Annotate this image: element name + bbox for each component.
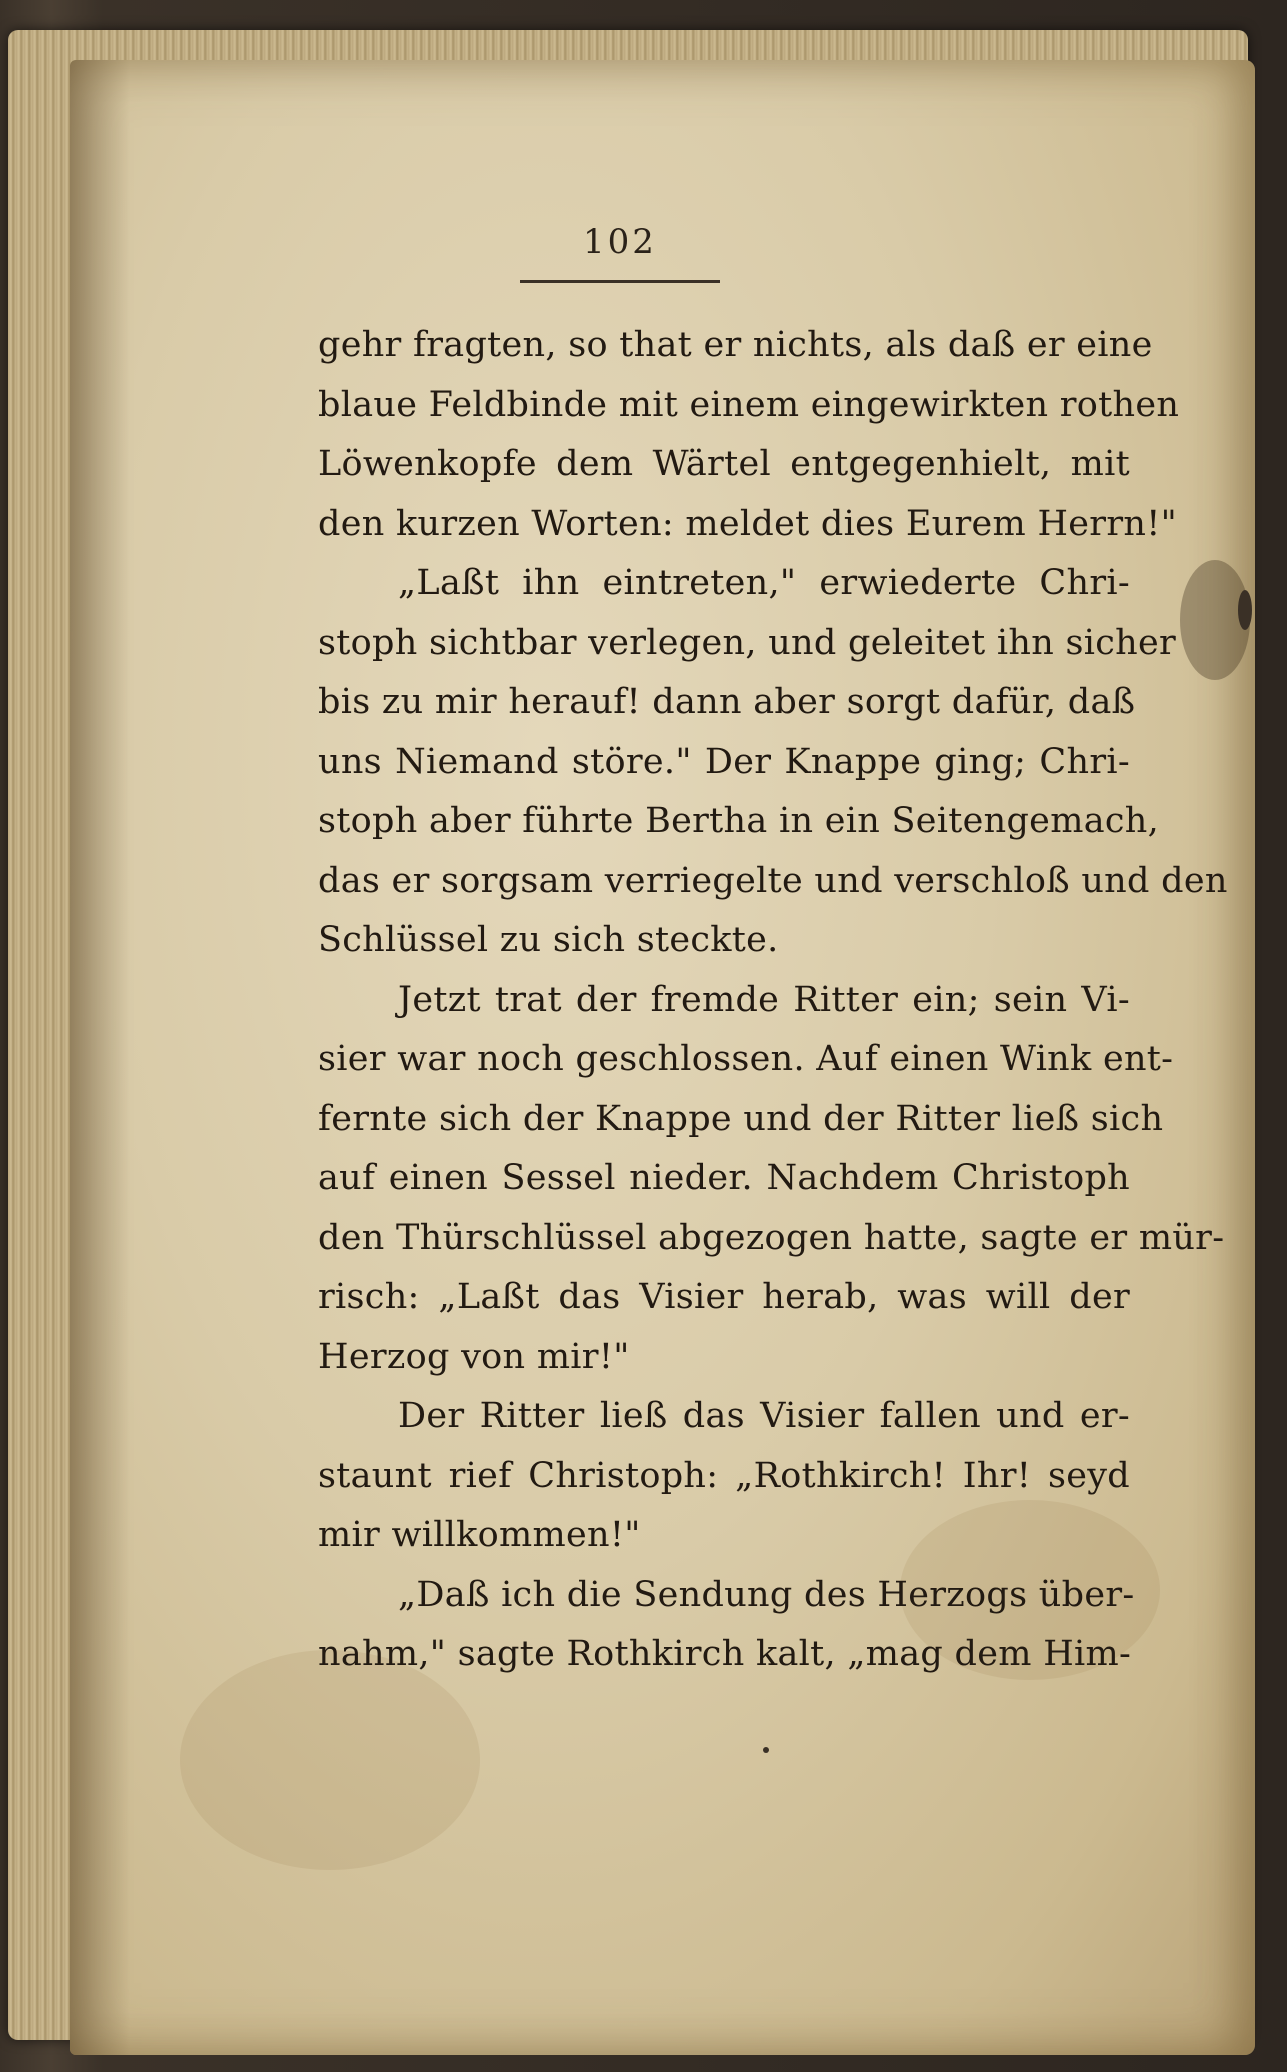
text-line: Löwenkopfe dem Wärtel entgegenhielt, mit [318,444,1130,484]
text-line: den kurzen Worten: meldet dies Eurem Herrn!" [318,503,1177,544]
text-line: Jetzt trat der fremde Ritter ein; sein Vi- [398,979,1130,1020]
text-line: Schlüssel zu sich steckte. [318,920,779,960]
text-line: mir willkommen!" [318,1515,641,1555]
spine-shadow [70,60,130,2055]
ink-fleck [763,1747,769,1753]
text-line: staunt rief Christoph: „Rothkirch! Ihr! seyd [318,1455,1130,1496]
text-line: gehr fragten, so that er nichts, als daß er eine [318,325,1153,365]
text-line: den Thürschlüssel abgezogen hatte, sagte er mür- [318,1217,1225,1258]
text-line: blaue Feldbinde mit einem eingewirkten rothen [318,384,1180,425]
text-line: das er sorgsam verriegelte und verschloß und den [318,860,1228,901]
text-line: Herzog von mir!" [318,1336,630,1377]
text-line: risch: „Laßt das Visier herab, was will der [318,1277,1130,1317]
ink-fleck [1238,590,1252,630]
text-line: uns Niemand störe." Der Knappe ging; Chri- [318,741,1130,782]
page-number: 102 [583,222,657,262]
text-line: Der Ritter ließ das Visier fallen und er- [398,1396,1130,1436]
text-line: nahm," sagte Rothkirch kalt, „mag dem Him- [318,1634,1132,1674]
text-line: fernte sich der Knappe und der Ritter ließ sich [318,1098,1164,1139]
text-line: sier war noch geschlossen. Auf einen Wink ent- [318,1039,1174,1079]
text-line: auf einen Sessel nieder. Nachdem Christoph [318,1158,1130,1198]
page-number-rule [520,280,720,283]
page-text [318,316,1228,1685]
text-line: bis zu mir herauf! dann aber sorgt dafür, daß [318,682,1136,722]
text-line: stoph aber führte Bertha in ein Seitengemach, [318,801,1160,841]
text-line: „Daß ich die Sendung des Herzogs über- [398,1574,1135,1615]
text-line: „Laßt ihn eintreten," erwiederte Chri- [398,563,1130,603]
text-line: stoph sichtbar verlegen, und geleitet ihn sicher [318,622,1177,663]
